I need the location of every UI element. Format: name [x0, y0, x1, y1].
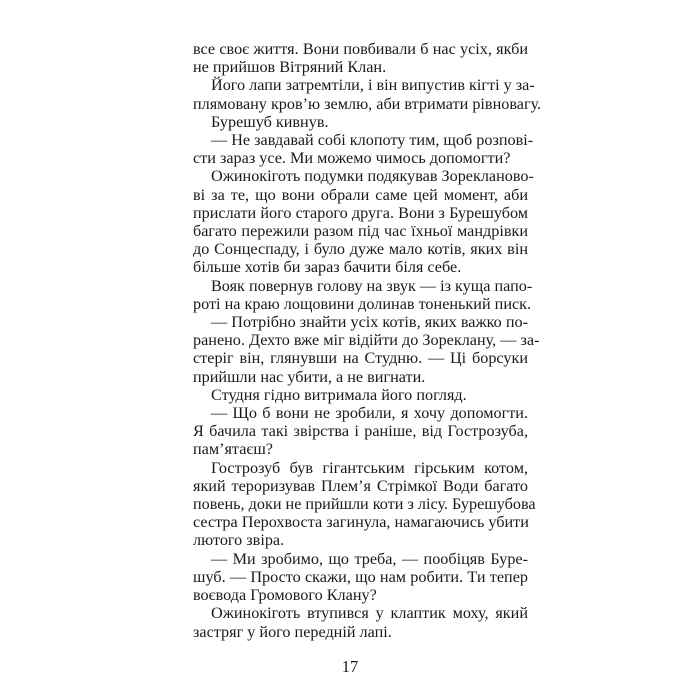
text-line: шуб. — Просто скажи, що нам робити. Ти тепер	[193, 567, 528, 586]
text-line: сти зараз усе. Ми можемо чимось допомогти?	[193, 149, 511, 168]
text-line: лютого звіра.	[193, 531, 285, 550]
text-line: більше хотів би зараз бачити біля себе.	[193, 258, 462, 277]
paragraph	[175, 604, 528, 640]
text-line: до Сонцеспаду, і було дуже мало котів, яких він	[193, 240, 528, 259]
text-line: прийшли нас убити, а не вигнати.	[193, 367, 426, 386]
text-line: застряг у його передній лапі.	[193, 622, 392, 641]
paragraph	[175, 76, 542, 113]
text-line: ві за те, що вони обрали саме цей момент, аби	[193, 185, 528, 204]
paragraph	[175, 131, 534, 168]
paragraph	[175, 458, 536, 550]
paragraph	[175, 167, 534, 277]
text-line: плямовану кров’ю землю, аби втримати рівновагу.	[193, 94, 542, 113]
paragraph	[175, 386, 528, 404]
text-line: стеріг він, глянувши на Студню. — Ці борсуки	[193, 349, 528, 368]
text-line: Вояк повернув голову на звук — із куща папо-	[211, 276, 533, 295]
text-line: Гострозуб був гігантським гірським котом,	[211, 458, 528, 477]
text-line: — Не завдавай собі клопоту тим, щоб розпові-	[211, 131, 534, 150]
text-line: Його лапи затремтіли, і він випустив кігті у за-	[211, 76, 535, 95]
paragraph	[175, 40, 528, 76]
text-line: не прийшов Вітряний Клан.	[193, 58, 387, 77]
text-line: Бурешуб кивнув.	[211, 112, 329, 131]
text-line: воєвода Громового Клану?	[193, 586, 377, 605]
text-line: пам’ятаєш?	[193, 440, 273, 459]
text-line: Ожинокіготь подумки подякував Зорекланово-	[211, 167, 534, 186]
text-line: повень, доки не прийшли коти з лісу. Бурешубова	[193, 495, 536, 514]
paragraph	[175, 276, 533, 313]
paragraph	[175, 113, 528, 131]
text-line: прислати його старого друга. Вони з Бурешубом	[193, 203, 528, 222]
text-line: Студня гідно витримала його погляд.	[211, 385, 467, 404]
text-line: сестра Перохвоста загинула, намагаючись убити	[193, 513, 529, 532]
paragraph	[175, 313, 540, 386]
text-line: — Потрібно знайти усіх котів, яких важко по-	[211, 313, 528, 332]
text-line: багато пережили разом під час їхньої мандрівки	[193, 222, 528, 241]
text-line: — Ми зробимо, що треба, — пообіцяв Буре-	[211, 549, 528, 568]
text-line: який тероризував Плем’я Стрімкої Води багато	[193, 476, 528, 495]
text-line: роті на краю лощовини долинав тоненький писк.	[193, 294, 532, 313]
text-line: ранено. Дехто вже міг відійти до Зореклану, — за-	[193, 331, 540, 350]
book-page-body	[175, 40, 542, 641]
text-line: — Що б вони не зробили, я хочу допомогти.	[211, 404, 528, 423]
text-line: Ожинокіготь втупився у клаптик моху, який	[211, 604, 528, 623]
text-line: все своє життя. Вони повбивали б нас усіх, якби	[193, 40, 528, 58]
paragraph	[175, 550, 528, 605]
page-number: 17	[341, 657, 359, 676]
paragraph	[175, 404, 528, 459]
text-line: Я бачила такі звірства і раніше, від Гострозуба,	[193, 422, 528, 441]
